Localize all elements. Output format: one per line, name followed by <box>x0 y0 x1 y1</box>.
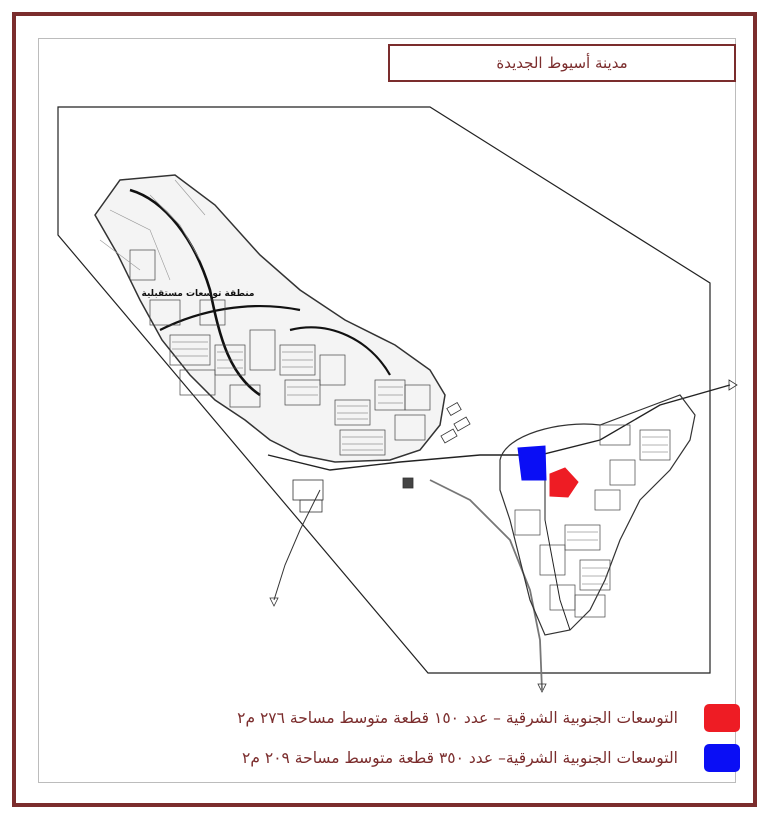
legend-swatch-blue <box>704 744 740 772</box>
legend-label-blue: التوسعات الجنوبية الشرقية– عدد ٣٥٠ قطعة متوسط مساحة ٢٠٩ م٢ <box>242 749 678 767</box>
page-title: مدينة أسيوط الجديدة <box>388 44 736 82</box>
east-zone-outline <box>500 395 695 635</box>
legend-swatch-red <box>704 704 740 732</box>
western-zone-outline <box>95 175 445 462</box>
south-road <box>430 480 542 690</box>
southwest-spur <box>274 490 320 600</box>
legend-item-red <box>180 702 740 734</box>
arrow-east <box>729 380 737 390</box>
plot-blue <box>518 446 546 480</box>
east-fine-lines <box>567 437 668 584</box>
plot-red <box>550 468 578 497</box>
district-label: منطقة توسعات مستقبلية <box>141 289 255 299</box>
legend-item-blue <box>180 742 740 774</box>
legend-label-red: التوسعات الجنوبية الشرقية – عدد ١٥٠ قطعة متوسط مساحة ٢٧٦ م٢ <box>237 709 678 727</box>
